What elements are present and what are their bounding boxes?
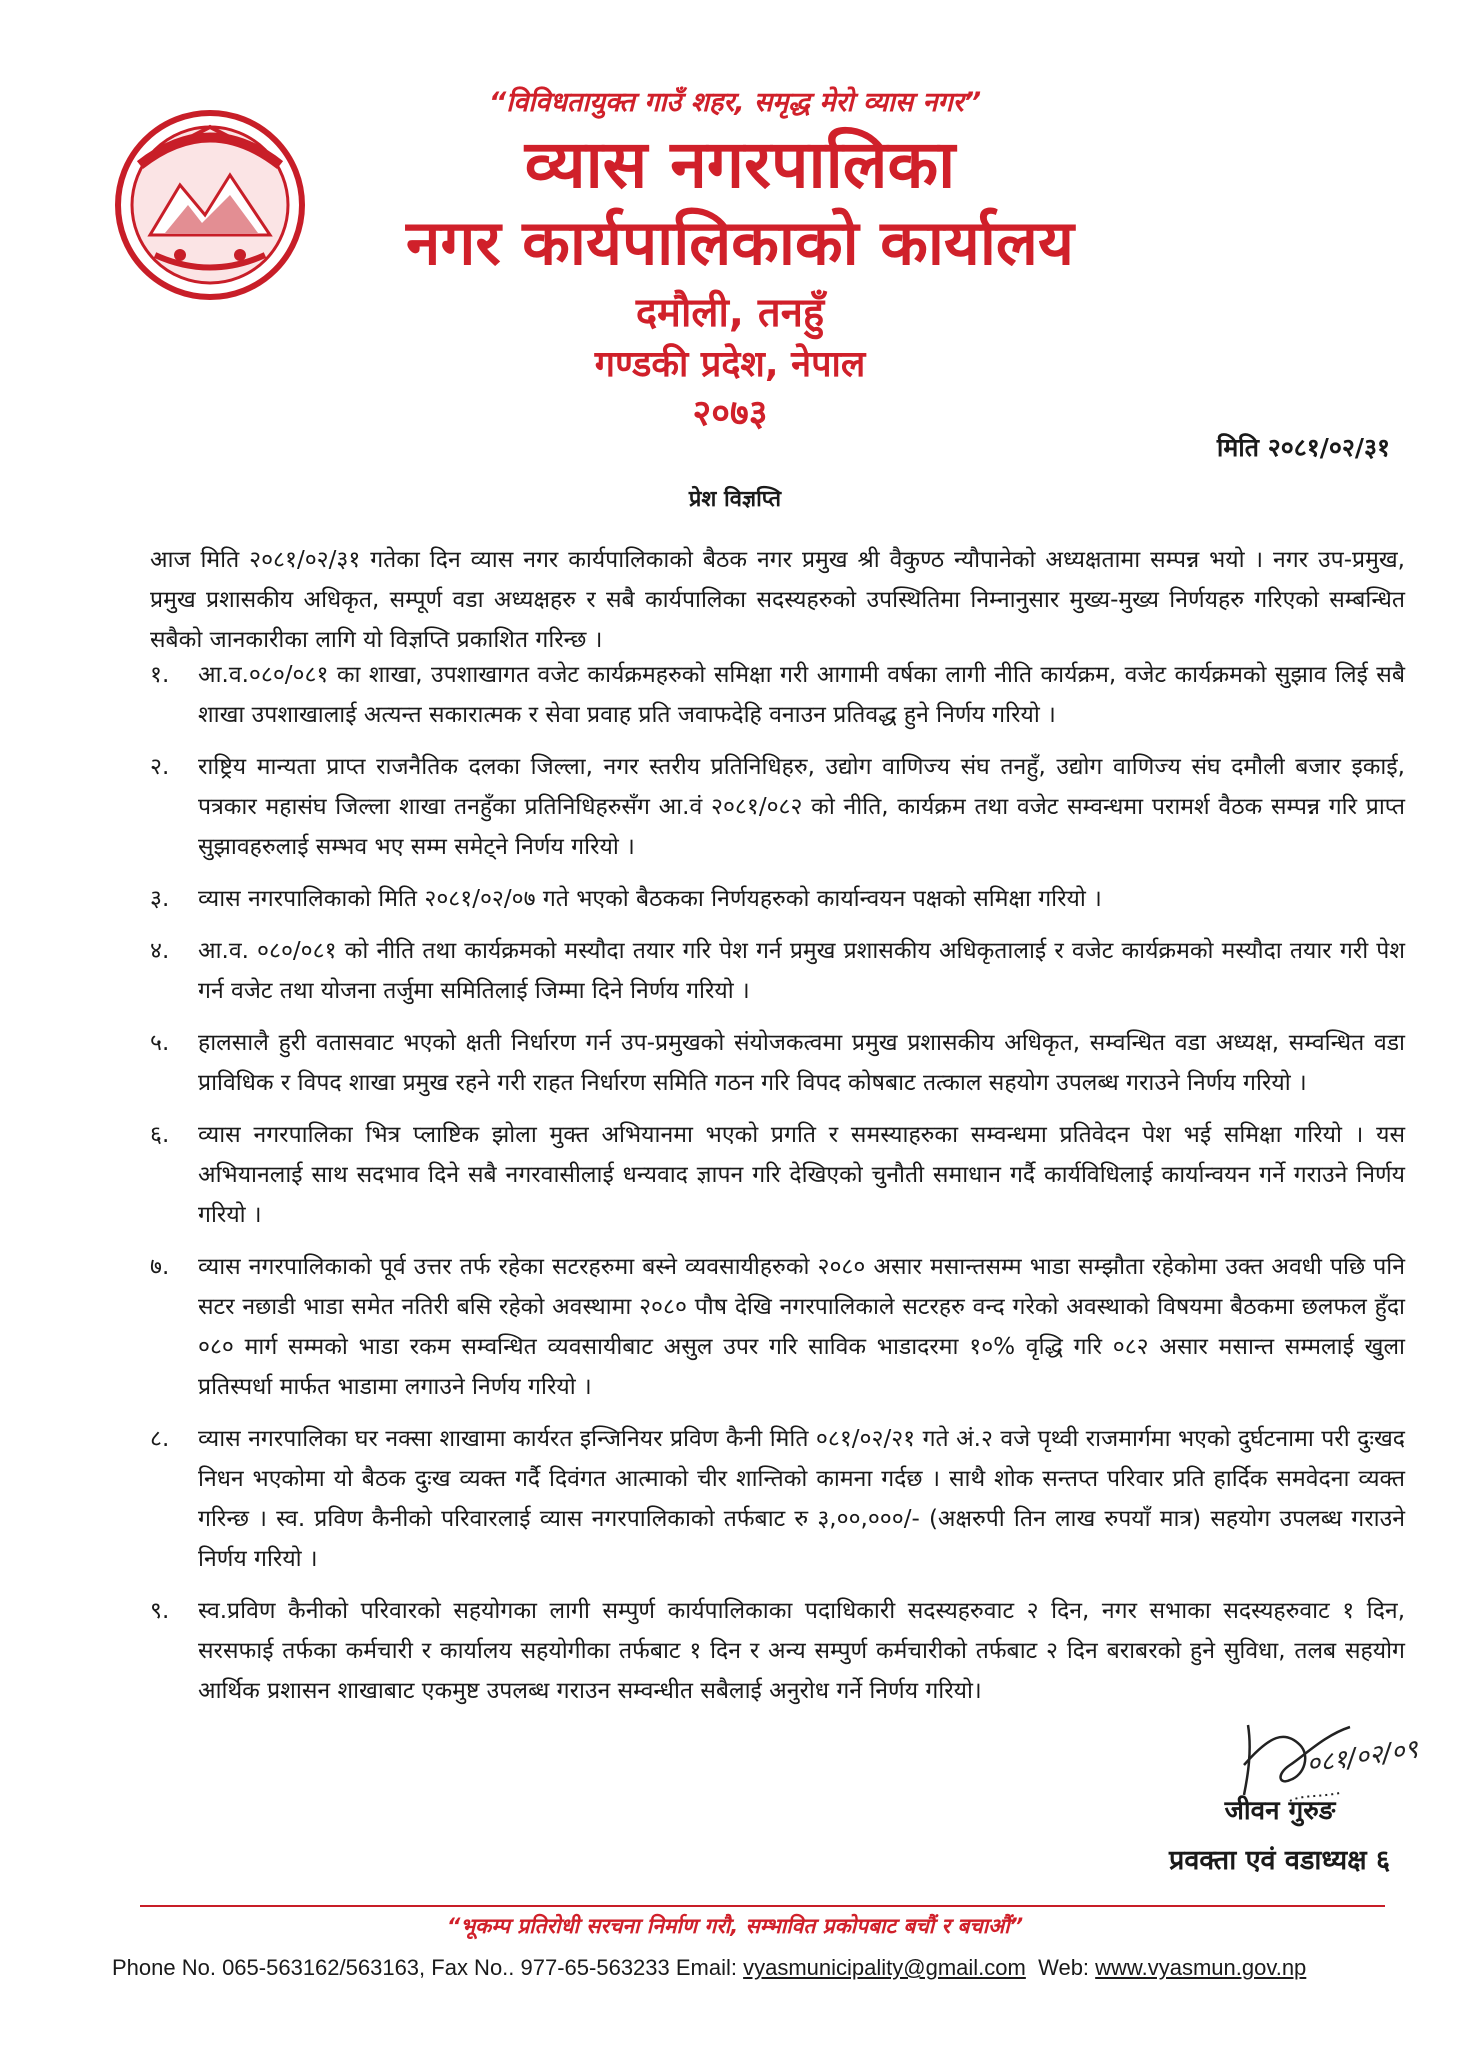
address-line-2: गण्डकी प्रदेश, नेपाल <box>594 344 866 385</box>
footer-contact <box>112 1955 1372 1981</box>
intro-paragraph: आज मिति २०८१/०२/३१ गतेका दिन व्यास नगर कार्यपालिकाको बैठक नगर प्रमुख श्री वैकुण्ठ न्यौपानेको अध्यक्षतामा सम्पन्न भयो । नगर उप-प्रमुख, प्रमुख प्रशासकीय अधिकृत, सम्पूर्ण वडा अध्यक्षहरु र सबै कार्यपालिका सदस्यहरुको उपस्थितिमा निम्नानुसार मुख्य-मुख्य निर्णयहरु गरिएको सम्बन्धित सबैको जानकारीका लागि यो विज्ञप्ति प्रकाशित गरिन्छ । <box>150 547 1405 653</box>
signatory-name: जीवन गुरुङ <box>1224 1796 1336 1826</box>
decision-item <box>150 655 1405 735</box>
decision-list <box>150 655 1405 1723</box>
decision-text: व्यास नगरपालिका भित्र प्लाष्टिक झोला मुक्त अभियानमा भएको प्रगति र समस्याहरुका सम्वन्धमा प्रतिवेदन पेश भई समिक्षा गरियो । यस अभियानलाई साथ सदभाव दिने सबै नगरवासीलाई धन्यवाद ज्ञापन गरि देखिएको चुनौती समाधान गर्दै कार्यविधिलाई कार्यान्वयन गर्ने गराउने निर्णय गरियो । <box>198 1122 1405 1228</box>
decision-number: ३. <box>150 886 170 912</box>
decision-item <box>150 747 1405 867</box>
decision-text: हालसालै हुरी वतासवाट भएको क्षती निर्धारण गर्न उप-प्रमुखको संयोजकत्वमा प्रमुख प्रशासकीय अधिकृत, सम्वन्धित वडा अध्यक्ष, सम्वन्धित वडा प्राविधिक र विपद शाखा प्रमुख रहने गरी राहत निर्धारण समिति गठन गरि विपद कोषबाट तत्काल सहयोग उपलब्ध गराउने निर्णय गरियो । <box>198 1030 1405 1096</box>
decision-text: व्यास नगरपालिका घर नक्सा शाखामा कार्यरत इन्जिनियर प्रविण कैनी मिति ०८१/०२/२१ गते अं.२ वजे पृथ्वी राजमार्गमा भएको दुर्घटनामा परी दुःखद निधन भएकोमा यो बैठक दुःख व्यक्त गर्दै दिवंगत आत्माको चीर शान्तिको कामना गर्दछ । साथै शोक सन्तप्त परिवार प्रति हार्दिक समवेदना व्यक्त गरिन्छ । स्व. प्रविण कैनीको परिवारलाई व्यास नगरपालिकाको तर्फबाट रु ३,००,०००/- (अक्षरुपी तिन लाख रुपयाँ मात्र) सहयोग उपलब्ध गराउने निर्णय गरियो । <box>198 1426 1405 1572</box>
office-subtitle: नगर कार्यपालिकाको कार्यालय <box>406 206 1074 279</box>
address-line-1: दमौली, तनहुँ <box>635 290 825 336</box>
decision-number: २. <box>150 754 170 780</box>
decision-number: ५. <box>150 1030 170 1056</box>
decision-text: आ.व.०८०/०८१ का शाखा, उपशाखागत वजेट कार्यक्रमहरुको समिक्षा गरी आगामी वर्षका लागी नीति कार्यक्रम, वजेट कार्यक्रमको सुझाव लिई सबै शाखा उपशाखालाई अत्यन्त सकारात्मक र सेवा प्रवाह प्रति जवाफदेहि वनाउन प्रतिवद्ध हुने निर्णय गरियो । <box>198 662 1405 728</box>
signature-date: ०८१/०२/०९ <box>1304 1734 1420 1780</box>
document-date: मिति २०८१/०२/३१ <box>1216 433 1390 462</box>
decision-text: व्यास नगरपालिकाको पूर्व उत्तर तर्फ रहेका सटरहरुमा बस्ने व्यवसायीहरुको २०८० असार मसान्तसम्म भाडा सम्झौता रहेकोमा उक्त अवधी पछि पनि सटर नछाडी भाडा समेत नतिरी बसि रहेको अवस्थामा २०८० पौष देखि नगरपालिकाले सटरहरु वन्द गरेको अवस्थाको विषयमा बैठकमा छलफल हुँदा ०८० मार्ग सम्मको भाडा रकम सम्वन्धित व्यवसायीबाट असुल उपर गरि साविक भाडादरमा १०% वृद्धि गरि ०८२ असार मसान्त सम्मलाई खुला प्रतिस्पर्धा मार्फत भाडामा लगाउने निर्णय गरियो । <box>198 1254 1405 1400</box>
decision-item <box>150 1591 1405 1711</box>
footer-slogan: “भूकम्प प्रतिरोधी सरचना निर्माण गरौ, सम्भावित प्रकोपबाट बचौं र बचाऔं” <box>446 1914 1024 1938</box>
decision-item <box>150 1247 1405 1407</box>
municipality-slogan: “विविधतायुक्त गाउँ शहर, समृद्ध मेरो व्यास नगर” <box>488 87 982 118</box>
web-label: Web: <box>1038 1955 1096 1980</box>
decision-number: ८. <box>150 1426 170 1452</box>
decision-text: राष्ट्रिय मान्यता प्राप्त राजनैतिक दलका जिल्ला, नगर स्तरीय प्रतिनिधिहरु, उद्योग वाणिज्य संघ तनहुँ, उद्योग वाणिज्य संघ दमौली बजार इकाई, पत्रकार महासंघ जिल्ला शाखा तनहुँका प्रतिनिधिहरुसँग आ.वं २०८१/०८२ को नीति, कार्यक्रम तथा वजेट सम्वन्धमा परामर्श वैठक सम्पन्न गरि प्राप्त सुझावहरुलाई सम्भव भए सम्म समेट्ने निर्णय गरियो । <box>198 754 1405 860</box>
decision-item <box>150 1115 1405 1235</box>
footer-divider <box>140 1905 1385 1907</box>
decision-item <box>150 1023 1405 1103</box>
nepal-government-emblem-icon <box>110 105 310 305</box>
decision-number: १. <box>150 662 170 688</box>
decision-item <box>150 879 1405 919</box>
decision-number: ९. <box>150 1598 170 1624</box>
signatory-title: प्रवक्ता एवं वडाध्यक्ष ६ <box>1168 1845 1390 1876</box>
email-link[interactable]: vyasmunicipality@gmail.com <box>743 1955 1026 1980</box>
decision-text: आ.व. ०८०/०८१ को नीति तथा कार्यक्रमको मस्यौदा तयार गरि पेश गर्न प्रमुख प्रशासकीय अधिकृतालाई र वजेट कार्यक्रमको मस्यौदा तयार गरी पेश गर्न वजेट तथा योजना तर्जुमा समितिलाई जिम्मा दिने निर्णय गरियो । <box>198 938 1405 1004</box>
decision-number: ७. <box>150 1254 170 1280</box>
decision-text: स्व.प्रविण कैनीको परिवारको सहयोगका लागी सम्पुर्ण कार्यपालिकाका पदाधिकारी सदस्यहरुवाट २ दिन, नगर सभाका सदस्यहरुवाट १ दिन, सरसफाई तर्फका कर्मचारी र कार्यालय सहयोगीका तर्फबाट १ दिन र अन्य सम्पुर्ण कर्मचारीको तर्फबाट २ दिन बराबरको हुने सुविधा, तलब सहयोग आर्थिक प्रशासन शाखाबाट एकमुष्ट उपलब्ध गराउन सम्वन्धीत सबैलाई अनुरोध गर्ने निर्णय गरियो। <box>198 1598 1405 1704</box>
website-link[interactable]: www.vyasmun.gov.np <box>1095 1955 1307 1980</box>
municipality-name: व्यास नगरपालिका <box>524 126 956 203</box>
decision-item <box>150 1419 1405 1579</box>
document-title: प्रेश विज्ञप्ति <box>688 487 782 512</box>
decision-number: ६. <box>150 1122 170 1148</box>
decision-item <box>150 931 1405 1011</box>
contact-phone-fax: Phone No. 065-563162/563163, Fax No.. 977-65-563233 Email: <box>112 1955 744 1980</box>
establishment-year: २०७३ <box>692 393 768 434</box>
decision-number: ४. <box>150 938 170 964</box>
decision-text: व्यास नगरपालिकाको मिति २०८१/०२/०७ गते भएको बैठकका निर्णयहरुको कार्यान्वयन पक्षको समिक्षा गरियो । <box>198 886 1102 912</box>
